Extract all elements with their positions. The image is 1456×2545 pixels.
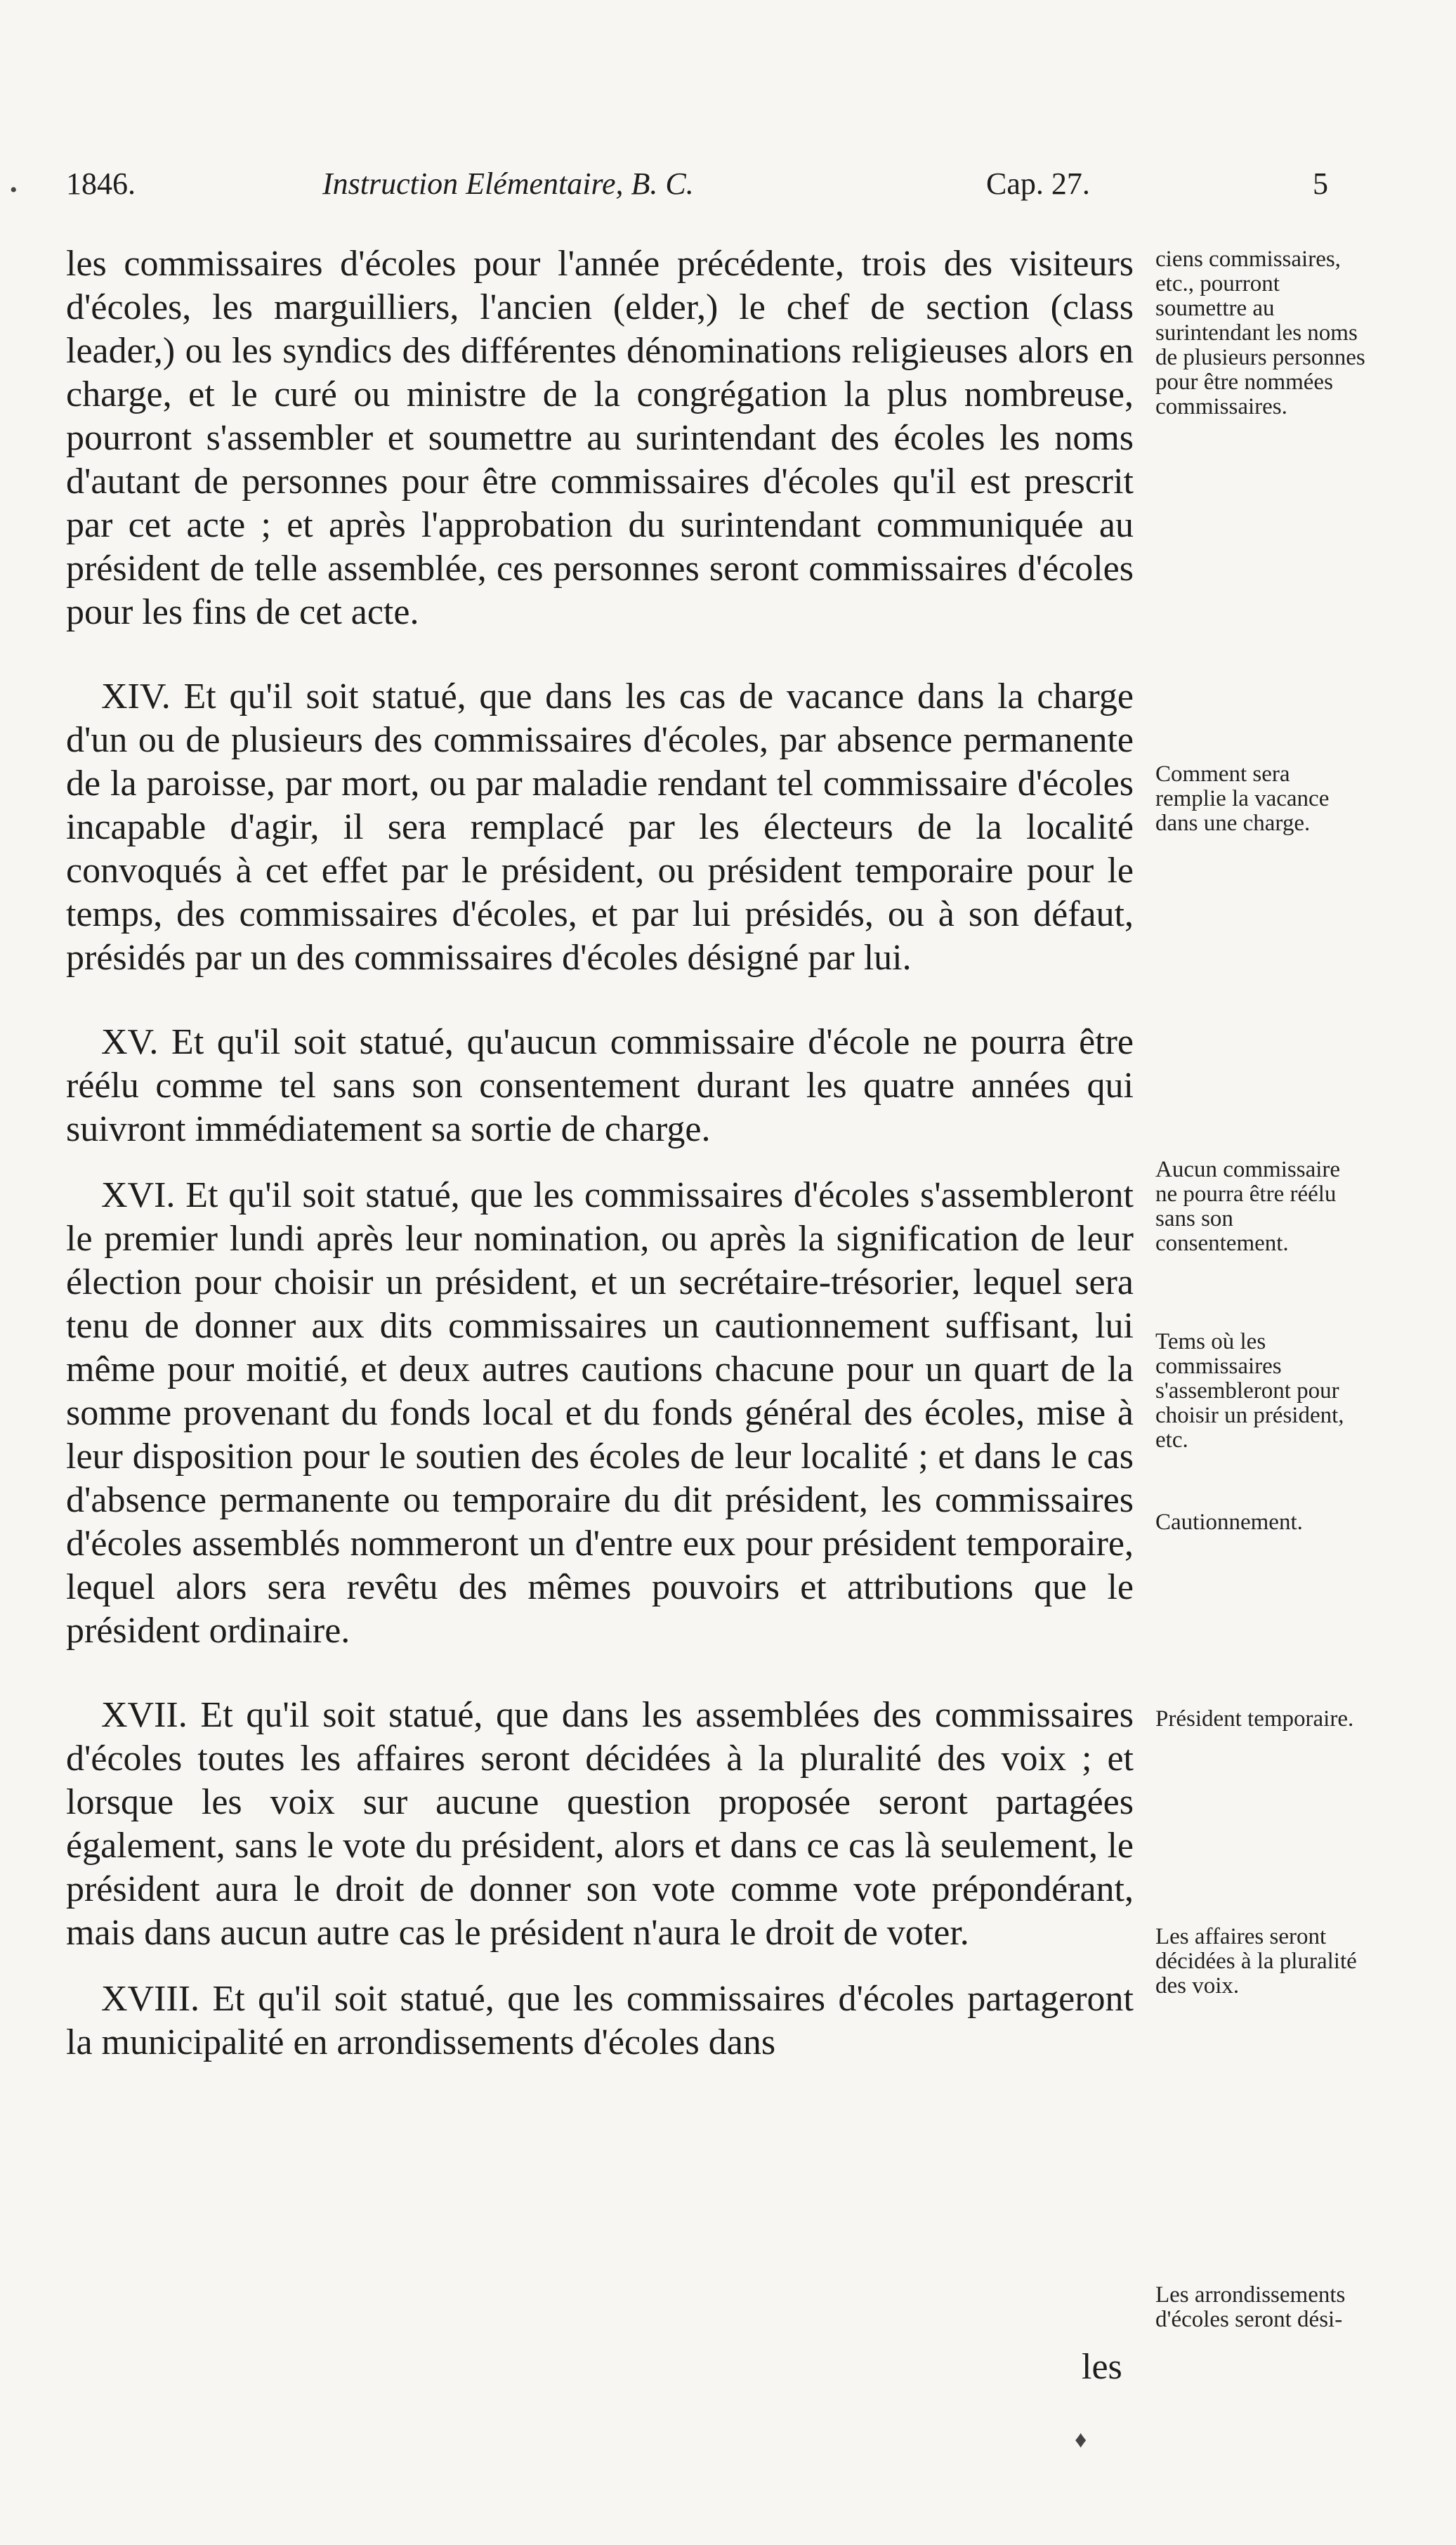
margin-note-1: ciens commissaires, etc., pourront soumettre au surintendant les noms de plusieurs personnes pour être nommées commissaires. <box>1155 247 1365 419</box>
section-xviii: XVIII. Et qu'il soit statué, que les commissaires d'écoles partageront la municipalité en arrondissements d'écoles dans <box>66 1979 1134 2062</box>
catchword: les <box>1082 2347 1122 2387</box>
margin-note-8: Les arrondissements d'écoles seront dési- <box>1155 2282 1346 2332</box>
printer-mark: ♦ <box>1075 2427 1087 2453</box>
margin-note-3: Aucun commissaire ne pourra être réélu sans son consentement. <box>1155 1157 1341 1256</box>
page-number: 5 <box>1313 166 1328 201</box>
section-xv: XV. Et qu'il soit statué, qu'aucun commissaire d'école ne pourra être réélu comme tel sans son consentement durant les quatre années qui suivront immédiatement sa sortie de charge. <box>66 1022 1134 1149</box>
margin-note-6: Président temporaire. <box>1155 1706 1354 1732</box>
header-title: Instruction Elémentaire, B. C. <box>322 166 694 201</box>
paragraph-continued: les commissaires d'écoles pour l'année précédente, trois des visiteurs d'écoles, les marguilliers, l'ancien (elder,) le chef de section (class leader,) ou les syndics des différentes dénominations religieuses alors en charge, et le curé ou ministre de la congrégation la plus nombreuse, pourront s'assembler et soumettre au surintendant des écoles les noms d'autant de personnes pour être commissaires d'écoles qu'il est prescrit par cet acte ; et après l'approbation du surintendant communiquée au président de telle assemblée, ces personnes seront commissaires d'écoles pour les fins de cet acte. <box>66 244 1134 632</box>
main-text <box>66 242 1134 2065</box>
running-header <box>66 166 1330 215</box>
header-year: 1846. <box>66 166 136 201</box>
header-chapter: Cap. 27. <box>986 166 1090 201</box>
section-xiv: XIV. Et qu'il soit statué, que dans les cas de vacance dans la charge d'un ou de plusieurs des commissaires d'écoles, par absence permanente de la paroisse, par mort, ou par maladie rendant tel commissaire d'écoles incapable d'agir, il sera remplacé par les électeurs de la localité convoqués à cet effet par le président, ou président temporaire pour le temps, des commissaires d'écoles, et par lui présidés, ou à son défaut, présidés par un des commissaires d'écoles désigné par lui. <box>66 676 1134 978</box>
margin-mark: • <box>10 178 18 202</box>
margin-note-5: Cautionnement. <box>1155 1510 1303 1535</box>
margin-note-4: Tems où les commissaires s'assembleront pour choisir un président, etc. <box>1155 1329 1344 1453</box>
margin-note-7: Les affaires seront décidées à la pluralité des voix. <box>1155 1924 1357 1998</box>
section-xvii: XVII. Et qu'il soit statué, que dans les assemblées des commissaires d'écoles toutes les affaires seront décidées à la pluralité des voix ; et lorsque les voix sur aucune question proposée seront partagées également, sans le vote du président, alors et dans ce cas là seulement, le président aura le droit de donner son vote comme vote prépondérant, mais dans aucun autre cas le président n'aura le droit de voter. <box>66 1695 1134 1953</box>
section-xvi: XVI. Et qu'il soit statué, que les commissaires d'écoles s'assembleront le premier lundi après leur nomination, ou après la signification de leur élection pour choisir un président, et un secrétaire-trésorier, lequel sera tenu de donner aux dits commissaires un cautionnement suffisant, lui même pour moitié, et deux autres cautions chacune pour un quart de la somme provenant du fonds local et du fonds général des écoles, mise à leur disposition pour le soutien des écoles de leur localité ; et dans le cas d'absence permanente ou temporaire du dit président, les commissaires d'écoles assemblés nommeront un d'entre eux pour président temporaire, lequel alors sera revêtu des mêmes pouvoirs et attributions que le président ordinaire. <box>66 1175 1134 1651</box>
margin-note-2: Comment sera remplie la vacance dans une charge. <box>1155 761 1330 836</box>
